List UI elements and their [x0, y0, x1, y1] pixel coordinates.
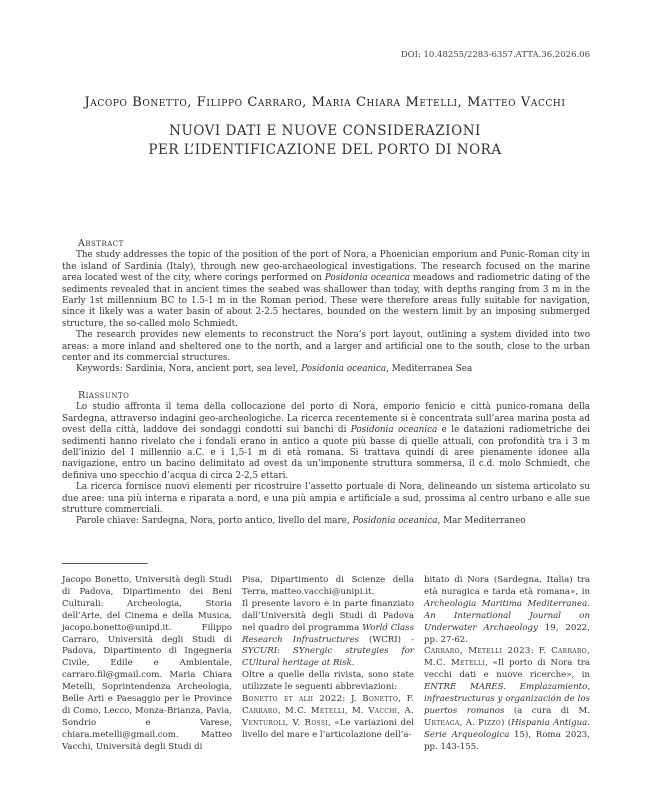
- paper-title: [0, 122, 650, 160]
- abstract-keywords: Keywords: Sardinia, Nora, ancient port, sea level, Posidonia oceanica, Mediterranea Sea: [76, 364, 473, 375]
- abbreviations-intro: Oltre a quelle della rivista, sono state utilizzate le seguenti abbreviazioni:: [242, 670, 414, 693]
- title-line-2: PER L’IDENTIFICAZIONE DEL PORTO DI NORA: [148, 142, 502, 158]
- abstract-paragraph-2: The research provides new elements to reconstruct the Nora’s port layout, outlining a system divided into two areas: a more inland and sheltered one to the north, and a larger and artificial one to the south, close to the urban center and its commercial structures.: [62, 330, 590, 364]
- abstract-section: [62, 238, 590, 376]
- riassunto-section: [62, 390, 590, 528]
- abstract-heading: Abstract: [78, 238, 124, 249]
- affiliation-continued: Pisa, Dipartimento di Scienze della Terra, matteo.vacchi@unipi.it.: [242, 575, 414, 597]
- footnote-column-2: [242, 575, 414, 742]
- reference-bonetto-2022-continued: bitato di Nora (Sardegna, Italia) tra età nuragica e tarda età romana», in Archeologia Maritima Mediterranea. An International Journal on Underwater Archaeology 19, 2022, pp. 27-62.: [424, 575, 590, 645]
- riassunto-heading: Riassunto: [78, 390, 130, 401]
- riassunto-paragraph-1: Lo studio affronta il tema della collocazione del porto di Nora, emporio fenicio e città punico-romana della Sardegna, attraverso indagini geo-archeologiche. La ricerca recentemente si è concentrata sull’area marina posta ad ovest della città, laddove dei sondaggi condotti sui banchi di Posidonia oceanica e le datazioni radiometriche dei sedimenti hanno rivelato che i fondali erano in antico a quote più basse di quelle attuali, con profondità tra i 3 m dell’inizio del I millennio a.C. e i 1,5-1 m di età romana. Si trattava quindi di aree pienamente idonee alla navigazione, entro un bacino delimitato ad ovest da un’imponente struttura sommersa, il c.d. molo Schmiedt, che definiva uno specchio d’acqua di circa 2-2,5 ettari.: [62, 402, 591, 481]
- author-list: Jacopo Bonetto, Filippo Carraro, Maria Chiara Metelli, Matteo Vacchi: [84, 95, 566, 110]
- riassunto-paragraph-2: La ricerca fornisce nuovi elementi per ricostruire l’assetto portuale di Nora, delineando un sistema articolato su due aree: una più interna e riparata a nord, e una più ampia e artificiale a sud, prossima al centro urbano e alle sue strutture commerciali.: [62, 482, 590, 516]
- riassunto-keywords: Parole chiave: Sardegna, Nora, porto antico, livello del mare, Posidonia oceanica, Mar Mediterraneo: [76, 516, 526, 527]
- author-affiliations: Jacopo Bonetto, Università degli Studi di Padova, Dipartimento dei Beni Culturali: Archeologia, Storia dell’Arte, del Cinema e della Musica, jacopo.bonetto@unipd.it. Filippo Carraro, Università degli Studi di Padova, Dipartimento di Ingegneria Civile, Edile e Ambientale, carraro.fil@gmail.com. Maria Chiara Metelli, Soprintendenza Archeologia, Belle Arti e Paesaggio per le Province di Como, Lecco, Monza-Brianza, Pavia, Sondrio e Varese, chiara.metelli@gmail.com. Matteo Vacchi, Università degli Studi di: [62, 575, 232, 752]
- doi-label: DOI: 10.48255/2283-6357.ATTA.36.2026.06: [400, 50, 590, 60]
- abstract-paragraph-1: The study addresses the topic of the position of the port of Nora, a Phoenician emporium and Punic-Roman city in the island of Sardinia (Italy), through new geo-archaeological investigations. The research focused on the marine area located west of the city, where corings performed on Posidonia oceanica meadows and radiometric dating of the sediments revealed that in ancient times the seabed was shallower than today, with depths ranging from 3 m in the Early 1st millennium BC to 1.5-1 m in the Roman period. These were therefore areas fully suitable for navigation, since it likely was a water basin of about 2-2.5 hectares, bounded on the western limit by an imposing submerged structure, the so-called molo Schmiedt.: [62, 250, 590, 329]
- title-line-1: NUOVI DATI E NUOVE CONSIDERAZIONI: [169, 123, 481, 139]
- reference-carraro-metelli-2023: Carraro, Metelli 2023: F. Carraro, M.C. Metelli, «Il porto di Nora tra vecchi dati e nuove ricerche», in ENTRE MARES. Emplazamiento, infraestructuras y organización de los puertos romanos (a cura di M. Urteaga, A. Pizzo) (Hispania Antigua. Serie Arqueologica 15), Roma 2023, pp. 143-155.: [424, 646, 591, 752]
- funding-note: Il presente lavoro è in parte finanziato dall’Università degli Studi di Padova nel quadro del programma World Class Research Infrastructures (WCRI) - SYCURI: SYnergic strategies for CUltural heritage at Risk.: [242, 598, 414, 669]
- footnote-column-3: [424, 575, 590, 754]
- footnote-column-1: [62, 575, 232, 754]
- footnote-divider: [62, 563, 148, 564]
- reference-bonetto-2022: Bonetto et alii 2022: J. Bonetto, F. Carraro, M.C. Metelli, M. Vacchi, A. Venturoli, V. Rossi, «Le variazioni del livello del mare e l’articolazione dell’a-: [242, 694, 415, 740]
